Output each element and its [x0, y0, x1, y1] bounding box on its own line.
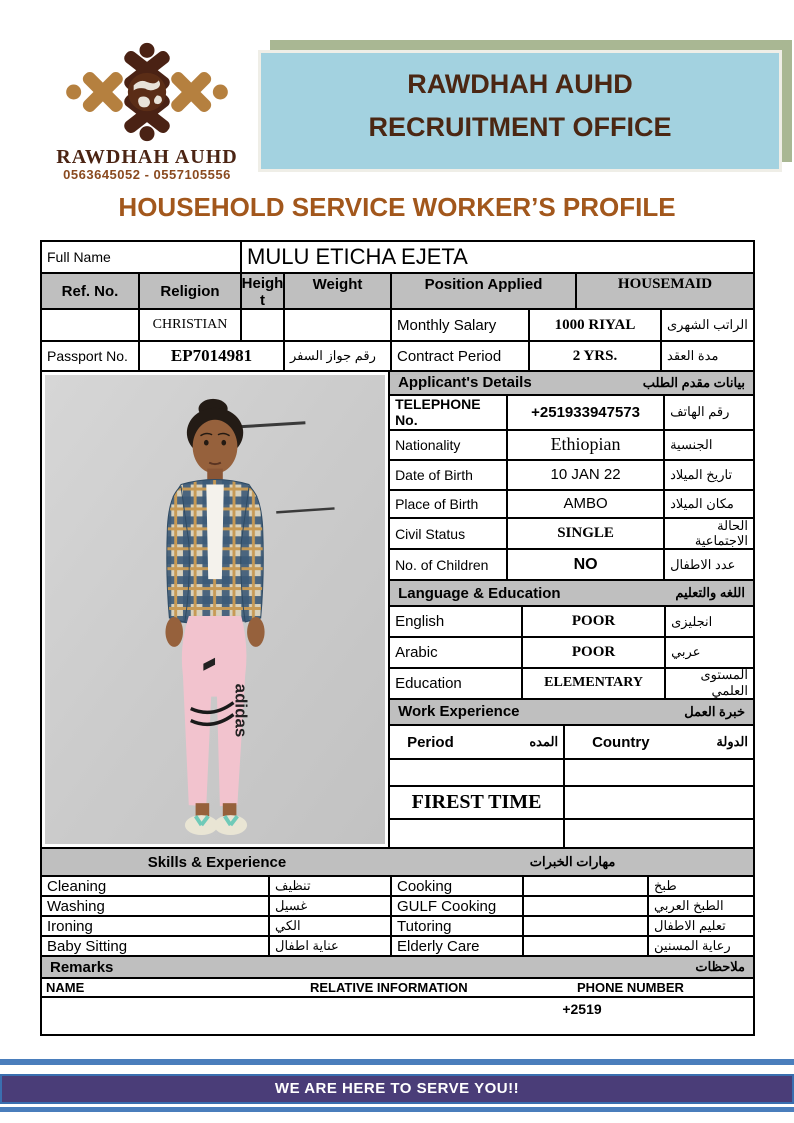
english-label-ar: انجليزى: [671, 613, 713, 629]
skills-row-ironing-tutoring: [42, 917, 753, 937]
english-label: English: [390, 607, 523, 636]
skill-elderly-care-label-ar: رعاية المسنين: [654, 938, 731, 953]
profile-table: [40, 240, 755, 1036]
height-value: [242, 310, 285, 340]
skill-washing-label: Washing: [42, 897, 270, 915]
country-header-cell: [565, 726, 753, 759]
arabic-label-ar: عربي: [671, 644, 701, 660]
applicant-details-title-en: Applicant's Details: [398, 374, 532, 392]
office-title-banner: [258, 50, 782, 172]
dob-value: 10 JAN 22: [508, 461, 665, 489]
work-country-empty-2: [565, 787, 753, 818]
skill-tutoring-checkbox: [524, 917, 649, 935]
education-label: Education: [390, 669, 523, 698]
full-name-row: [42, 242, 753, 274]
skill-gulf-cooking-checkbox: [524, 897, 649, 915]
language-education-title-ar: اللغه والتعليم: [675, 585, 745, 601]
agency-logo-phones: 0563645052 - 0557105556: [63, 167, 231, 182]
education-row: [390, 669, 753, 700]
body-row: [42, 372, 753, 849]
work-country-empty-3: [565, 820, 753, 847]
relative-information-label: RELATIVE INFORMATION: [310, 980, 468, 995]
pob-label-ar: مكان الميلاد: [670, 495, 734, 511]
skill-cleaning-label: Cleaning: [42, 877, 270, 895]
relative-info-block: [42, 979, 753, 1034]
skill-gulf-cooking-label: GULF Cooking: [392, 897, 524, 915]
svg-text:adidas: adidas: [231, 683, 251, 738]
work-empty-row-1: [390, 760, 753, 787]
language-education-title-en: Language & Education: [398, 584, 561, 602]
skills-row-babysitting-elderlycare: [42, 937, 753, 957]
attributes-header-row: [42, 274, 753, 310]
ref-no-label: Ref. No.: [42, 274, 140, 308]
telephone-row: [390, 396, 753, 431]
contract-value: 2 YRS.: [530, 342, 662, 370]
work-entry-row: [390, 787, 753, 820]
civil-status-row: [390, 519, 753, 550]
passport-value: EP7014981: [140, 342, 285, 370]
agency-logo-block: [33, 42, 261, 190]
pob-row: [390, 491, 753, 520]
period-label-ar: المده: [529, 734, 559, 750]
skill-ironing-label-ar: الكي: [270, 917, 392, 935]
skill-cooking-checkbox: [524, 877, 649, 895]
arabic-label: Arabic: [390, 638, 523, 667]
pob-label: Place of Birth: [390, 491, 508, 518]
religion-label: Religion: [140, 274, 242, 308]
skill-ironing-label: Ironing: [42, 917, 270, 935]
dob-label-ar: تاريخ الميلاد: [670, 466, 733, 482]
agency-logo-name: RAWDHAH AUHD: [56, 146, 238, 168]
children-row: [390, 550, 753, 581]
telephone-label-ar: رقم الهاتف: [670, 404, 730, 420]
monthly-salary-label: Monthly Salary: [392, 310, 530, 340]
pob-value: AMBO: [508, 491, 665, 518]
work-columns-header-row: [390, 726, 753, 761]
remarks-row: [42, 957, 753, 979]
skill-cleaning-label-ar: تنظيف: [270, 877, 392, 895]
skill-tutoring-label: Tutoring: [392, 917, 524, 935]
work-experience-title-ar: خبرة العمل: [684, 703, 745, 719]
nationality-label-ar: الجنسية: [670, 436, 713, 452]
arabic-value: POOR: [523, 638, 666, 667]
skill-baby-sitting-label-ar: عناية اطفال: [270, 937, 392, 955]
position-applied-label: Position Applied: [392, 274, 577, 308]
applicant-details-header: [390, 372, 753, 396]
position-value: HOUSEMAID: [617, 276, 713, 292]
applicant-photo-image: [45, 375, 385, 844]
weight-value: [285, 310, 392, 340]
english-value: POOR: [523, 607, 666, 636]
dob-row: [390, 461, 753, 491]
nationality-label: Nationality: [390, 431, 508, 459]
education-value: ELEMENTARY: [523, 669, 666, 698]
period-label: Period: [407, 733, 454, 751]
skill-cooking-label-ar: طبخ: [654, 878, 677, 893]
relative-phone-label: PHONE NUMBER: [577, 980, 684, 995]
monthly-salary-value: 1000 RIYAL: [530, 310, 662, 340]
full-name-value: MULU ETICHA EJETA: [247, 244, 468, 269]
applicant-photo: [42, 372, 390, 847]
applicant-details-title-ar: بيانات مقدم الطلب: [642, 374, 745, 390]
relative-info-header-underline: [42, 979, 753, 998]
skill-cooking-label: Cooking: [392, 877, 524, 895]
work-experience-title-en: Work Experience: [398, 703, 520, 721]
religion-value: CHRISTIAN: [140, 310, 242, 340]
skills-header-row: [42, 849, 753, 877]
footer-slogan: WE ARE HERE TO SERVE YOU!!: [274, 1080, 520, 1097]
contract-label: Contract Period: [392, 342, 530, 370]
weight-label: Weight: [285, 274, 392, 308]
remarks-label-ar: ملاحظات: [695, 959, 745, 974]
skill-elderly-care-label: Elderly Care: [392, 937, 524, 955]
nationality-row: [390, 431, 753, 461]
civil-status-label-ar: الحالة الاجتماعية: [694, 519, 748, 548]
skill-tutoring-label-ar: تعليم الاطفال: [654, 918, 726, 933]
telephone-value: +251933947573: [508, 396, 665, 429]
skills-title-en: Skills & Experience: [147, 853, 287, 871]
passport-label: Passport No.: [42, 342, 140, 370]
skill-washing-label-ar: غسيل: [270, 897, 392, 915]
work-period-empty-1: [390, 760, 565, 785]
work-entry-value: FIREST TIME: [390, 787, 565, 818]
telephone-label: TELEPHONE No.: [390, 396, 508, 429]
passport-contract-row: [42, 342, 753, 372]
relative-name-label: NAME: [46, 980, 85, 995]
skill-elderly-care-checkbox: [524, 937, 649, 955]
skill-baby-sitting-label: Baby Sitting: [42, 937, 270, 955]
children-value: NO: [508, 550, 665, 579]
education-label-ar: المستوى العلمي: [700, 668, 748, 698]
work-country-empty-1: [565, 760, 753, 785]
work-period-empty-2: [390, 820, 565, 847]
arabic-row: [390, 638, 753, 669]
office-title-line2: RECRUITMENT OFFICE: [368, 112, 672, 143]
ref-no-value: [42, 310, 140, 340]
period-header-cell: [390, 726, 565, 759]
children-label-ar: عدد الاطفال: [670, 556, 736, 572]
work-experience-header: [390, 700, 753, 726]
language-education-header: [390, 581, 753, 607]
country-label-ar: الدولة: [716, 734, 748, 750]
passport-label-ar: رقم جواز السفر: [285, 342, 392, 370]
details-column: [390, 372, 753, 847]
footer-bottom-bar: [0, 1107, 794, 1112]
remarks-label-en: Remarks: [50, 958, 114, 976]
relative-phone-value: +2519: [562, 1001, 602, 1017]
skills-row-washing-gulfcooking: [42, 897, 753, 917]
dob-label: Date of Birth: [390, 461, 508, 489]
height-label: Heigh t: [242, 275, 284, 308]
office-title-line1: RAWDHAH AUHD: [407, 69, 633, 99]
english-row: [390, 607, 753, 638]
footer-slogan-banner: [0, 1074, 794, 1104]
work-empty-row-2: [390, 820, 753, 847]
nationality-value: Ethiopian: [508, 431, 665, 459]
civil-status-value: SINGLE: [508, 519, 665, 548]
agency-logo-icon: [62, 42, 232, 142]
civil-status-label: Civil Status: [390, 519, 508, 548]
skill-gulf-cooking-label-ar: الطبخ العربي: [654, 898, 724, 913]
footer-top-bar: [0, 1059, 794, 1065]
full-name-label: Full Name: [42, 242, 242, 272]
country-label: Country: [592, 733, 650, 751]
monthly-salary-label-ar: الراتب الشهرى: [667, 317, 748, 332]
religion-salary-row: [42, 310, 753, 342]
page-title: HOUSEHOLD SERVICE WORKER’S PROFILE: [118, 192, 676, 222]
children-label: No. of Children: [390, 550, 508, 579]
skills-title-ar: مهارات الخبرات: [529, 854, 616, 869]
contract-label-ar: مدة العقد: [667, 348, 719, 363]
skills-row-cleaning-cooking: [42, 877, 753, 897]
